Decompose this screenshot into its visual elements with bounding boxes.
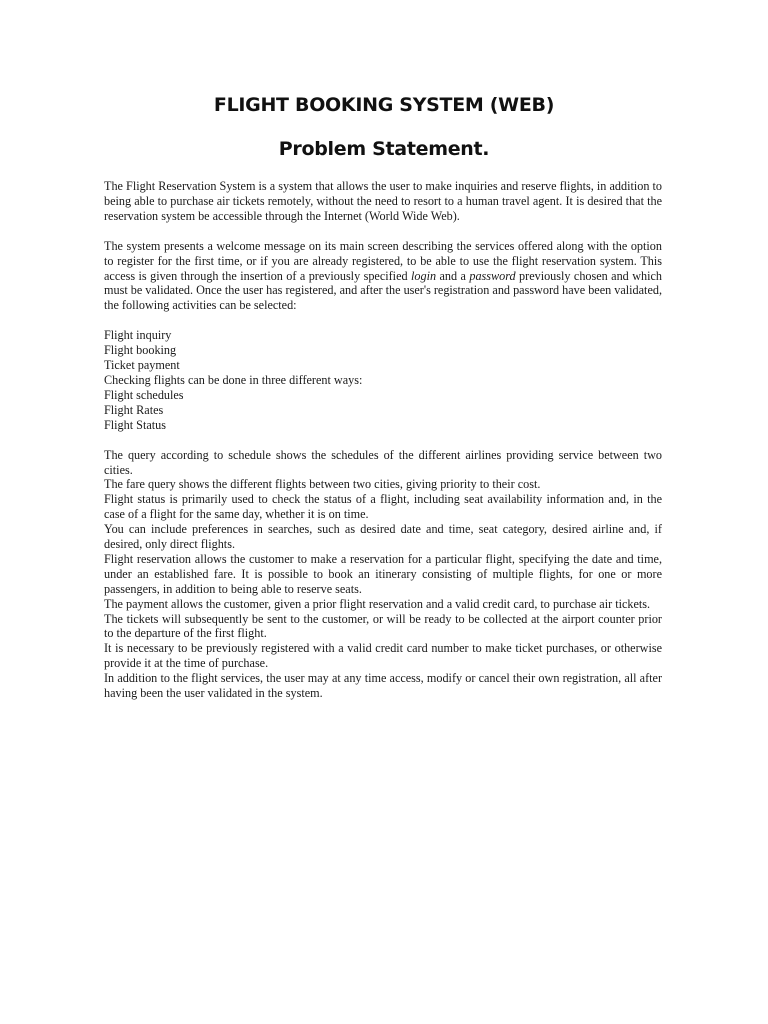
access-text-3: previously chosen and which must be validated. Once the user has registered, and after the user's registration and password have been validated, the following activities can be selected: <box>104 268 662 313</box>
detail-paragraph: The tickets will subsequently be sent to the customer, or will be ready to be collected at the airport counter prior to the departure of the first flight. <box>104 611 662 641</box>
detail-paragraph: In addition to the flight services, the user may at any time access, modify or cancel their own registration, all after having been the user validated in the system. <box>104 671 662 701</box>
document-title: FLIGHT BOOKING SYSTEM (WEB) <box>213 94 555 116</box>
detail-paragraph: Flight reservation allows the customer to make a reservation for a particular flight, specifying the date and time, under an established fare. It is possible to book an itinerary consisting of multiple flights, for one or more passengers, in addition to being able to reserve seats. <box>104 551 662 596</box>
activity-item: Checking flights can be done in three different ways: <box>104 372 363 387</box>
activity-item: Flight Rates <box>104 402 164 417</box>
access-text-2: and a <box>436 268 470 283</box>
detail-paragraph: Flight status is primarily used to check the status of a flight, including seat availability information and, in the case of a flight for the same day, whether it is on time. <box>104 492 662 522</box>
detail-paragraph: The payment allows the customer, given a prior flight reservation and a valid credit card, to purchase air tickets. <box>104 596 651 611</box>
access-paragraph <box>104 239 662 314</box>
activity-item: Flight schedules <box>104 387 184 402</box>
detail-paragraph: The query according to schedule shows the schedules of the different airlines providing service between two cities. <box>104 447 662 477</box>
spacer <box>104 433 662 448</box>
detail-paragraph: The fare query shows the different flights between two cities, giving priority to their cost. <box>104 477 541 492</box>
activity-item: Flight booking <box>104 343 177 358</box>
intro-paragraph: The Flight Reservation System is a system that allows the user to make inquiries and reserve flights, in addition to being able to purchase air tickets remotely, without the need to resort to a human travel agent. It is desired that the reservation system be accessible through the Internet (World Wide Web). <box>104 179 662 223</box>
detail-paragraph: It is necessary to be previously registered with a valid credit card number to make ticket purchases, or otherwise provide it at the time of purchase. <box>104 641 662 671</box>
document-body <box>104 179 662 701</box>
activity-item: Flight inquiry <box>104 328 172 343</box>
detail-paragraph: You can include preferences in searches, such as desired date and time, seat category, desired airline and, if desired, only direct flights. <box>104 522 662 552</box>
document-subtitle: Problem Statement. <box>278 138 490 160</box>
activity-item: Flight Status <box>104 417 166 432</box>
password-term: password <box>469 268 516 283</box>
activities-list <box>104 328 662 432</box>
login-term: login <box>411 268 437 283</box>
activity-item: Ticket payment <box>104 358 180 373</box>
access-text-1: The system presents a welcome message on its main screen describing the services offered along with the option to register for the first time, or if you are already registered, to be able to use the flight reservation system. This access is given through the insertion of a previously specified <box>104 238 662 283</box>
details-section <box>104 448 662 701</box>
